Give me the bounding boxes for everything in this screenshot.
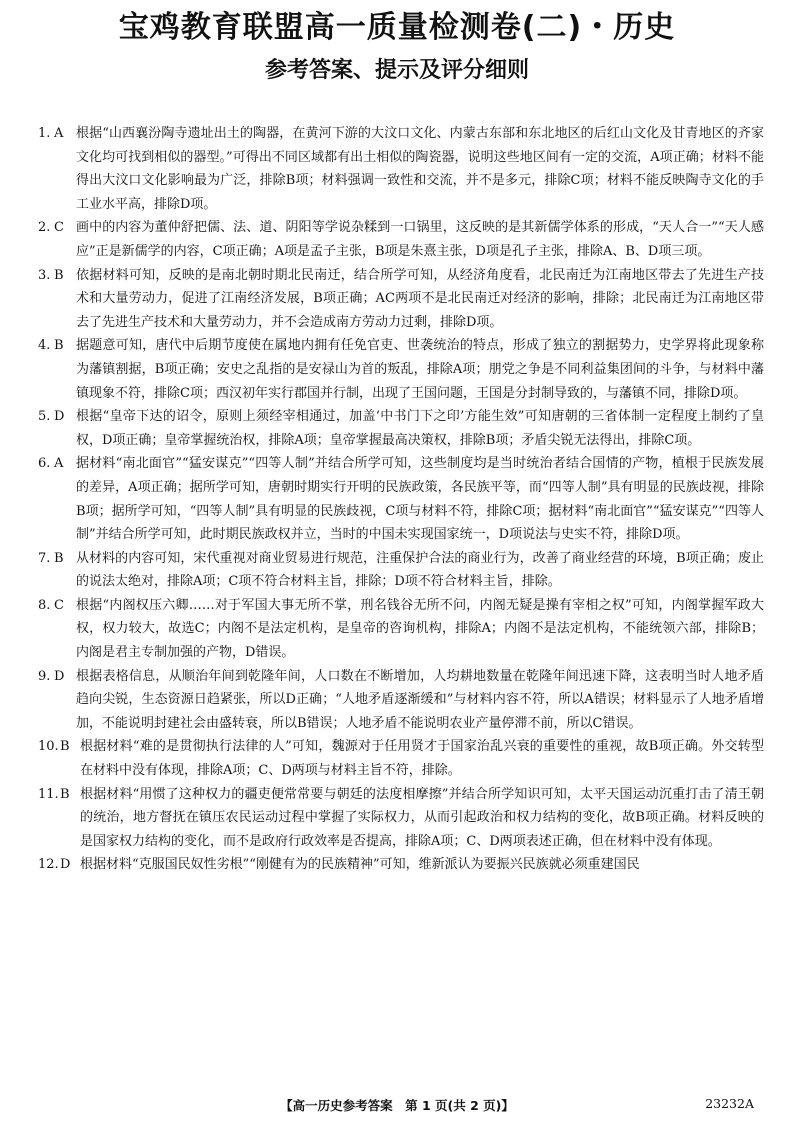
item-number: 3. [38, 267, 51, 283]
answer-item-9 [38, 665, 764, 736]
answer-item-7 [38, 547, 764, 594]
page-footer [0, 1096, 794, 1116]
item-number: 9. [38, 668, 51, 684]
item-explanation: 从材料的内容可知，宋代重视对商业贸易进行规范，注重保护合法的商业行为，改善了商业经营的环境，B项正确；废止的说法太绝对，排除A项；C项不符合材料主旨，排除；D项不符合材料主旨，排除。 [76, 550, 764, 590]
item-answer: B [60, 786, 70, 802]
footer-code: 23232A [705, 1096, 754, 1111]
item-number: 11. [38, 786, 59, 802]
footer-page-info: 【高一历史参考答案 第 1 页(共 2 页)】 [280, 1098, 514, 1113]
answer-item-5 [38, 405, 764, 452]
item-number: 6. [38, 456, 51, 472]
page-title: 宝鸡教育联盟高一质量检测卷(二)・历史 [118, 10, 676, 45]
item-explanation: 根据材料“难的是贯彻执行法律的人”可知，魏源对于任用贤才于国家治乱兴衰的重要性的重视，故B项正确。外交转型在材料中没有体现，排除A项；C、D两项与材料主旨不符，排除。 [80, 739, 764, 779]
answer-item-4 [38, 334, 764, 405]
item-answer: D [54, 668, 65, 684]
item-explanation: 据材料“南北面官”“猛安谋克”“四等人制”并结合所学可知，这些制度均是当时统治者结合国情的产物，植根于民族发展的差异，A项正确；据所学可知，唐朝时期实行开明的民族政策，各民族平等，而“四等人制”具有明显的民族歧视，排除B项；据所学可知，“四等人制”具有明显的民族歧视，C项与材料不符，排除C项；据材料“南北面官”“猛安谋克”“四等人制”并结合所学可知，此时期民族政权并立，当时的中国未实现国家统一，D项说法与史实不符，排除D项。 [76, 456, 764, 543]
item-number: 12. [38, 857, 59, 873]
answer-item-10 [38, 735, 764, 782]
item-answer: C [54, 597, 64, 613]
answer-item-12 [38, 853, 764, 877]
item-number: 4. [38, 338, 51, 354]
item-answer: B [54, 338, 64, 354]
item-answer: C [54, 220, 64, 236]
item-explanation: 根据表格信息，从顺治年间到乾隆年间，人口数在不断增加，人均耕地数量在乾隆年间迅速下降，这表明当时人地矛盾趋向尖锐，生态资源日趋紧张，所以D正确；“人地矛盾逐渐缓和”与材料内容不符，所以A错误；材料显示了人地矛盾增加，不能说明封建社会由盛转衰，所以B错误；人地矛盾不能说明农业产量停滞不前，所以C错误。 [76, 668, 764, 731]
answer-item-6 [38, 452, 764, 546]
item-answer: A [54, 456, 64, 472]
item-explanation: 根据“山西襄汾陶寺遗址出土的陶器，在黄河下游的大汶口文化、内蒙古东部和东北地区的后红山文化及甘青地区的齐家文化均可找到相似的器型。”可得出不同区域都有出土相似的陶瓷器，说明这些地区间有一定的交流，A项正确；材料不能得出大汶口文化影响最为广泛，排除B项；材料强调一致性和交流，并不是多元，排除C项；材料不能反映陶寺文化的手工业水平高，排除D项。 [76, 126, 764, 212]
item-number: 8. [38, 597, 51, 613]
answer-item-2 [38, 216, 764, 263]
item-explanation: 根据材料“用惯了这种权力的疆吏便常常要与朝廷的法度相摩擦”并结合所学知识可知，太平天国运动沉重打击了清王朝的统治，地方督抚在镇压农民运动过程中掌握了实际权力，从而引起政治和权力结构的变化，故B项正确。材料反映的是国家权力结构的变化，而不是政府行政效率是否提高，排除A项；C、D两项表述正确，但在材料中没有体现。 [80, 786, 764, 849]
answer-item-3 [38, 264, 764, 335]
item-number: 7. [38, 550, 51, 566]
item-answer: A [54, 126, 64, 141]
item-number: 2. [38, 220, 51, 236]
answer-list [38, 122, 764, 877]
item-explanation: 根据“皇帝下达的诏令，原则上须经宰相通过，加盖‘中书门下之印’方能生效”可知唐朝的三省体制一定程度上制约了皇权，D项正确；皇帝掌握统治权，排除A项；皇帝掌握最高决策权，排除B项；矛盾尖锐无法得出，排除C项。 [76, 409, 764, 448]
item-answer: B [54, 550, 64, 566]
item-explanation: 据题意可知，唐代中后期节度使在属地内拥有任免官吏、世袭统治的特点，形成了独立的割据势力，史学界将此现象称为藩镇割据，B项正确；安史之乱指的是安禄山为首的叛乱，排除A项；朋党之争是不同利益集团间的斗争，与材料中藩镇现象不符，排除C项；西汉初年实行郡国并行制，出现了王国问题，王国是分封制导致的，与藩镇不同，排除D项。 [76, 338, 764, 401]
item-number: 1. [38, 126, 51, 141]
item-number: 10. [38, 739, 59, 755]
answer-item-1 [38, 122, 764, 216]
item-explanation: 依据材料可知，反映的是南北朝时期北民南迁，结合所学可知，从经济角度看，北民南迁为江南地区带去了先进生产技术和大量劳动力，促进了江南经济发展，B项正确；AC两项不是北民南迁对经济的影响，排除；北民南迁为江南地区带去了先进生产技术和大量劳动力，并不会造成南方劳动力过剩，排除D项。 [76, 267, 764, 330]
item-answer: B [60, 739, 70, 755]
page-subtitle: 参考答案、提示及评分细则 [264, 58, 529, 83]
item-explanation: 画中的内容为董仲舒把儒、法、道、阴阳等学说杂糅到一口锅里，这反映的是其新儒学体系的形成，“天人合一”“天人感应”正是新儒学的内容，C项正确；A项是孟子主张，B项是朱熹主张，D项是孔子主张，排除A、B、D项三项。 [76, 220, 764, 259]
item-number: 5. [38, 409, 51, 425]
answer-item-8 [38, 594, 764, 665]
item-explanation: 根据“内阁权压六卿……对于军国大事无所不掌，刑名钱谷无所不问，内阁无疑是操有宰相之权”可知，内阁掌握军政大权，权力较大，故选C；内阁不是法定机构，是皇帝的咨询机构，排除A；内阁不是法定机构，不能统领六部，排除B；内阁是君主专制加强的产物，D错误。 [76, 597, 764, 661]
answer-item-11 [38, 783, 764, 854]
item-answer: B [54, 267, 64, 283]
item-answer: D [54, 409, 65, 425]
item-explanation: 根据材料“克服国民奴性劣根”“刚健有为的民族精神”可知，维新派认为要振兴民族就必须重建国民 [80, 857, 640, 873]
item-answer: D [60, 857, 71, 873]
